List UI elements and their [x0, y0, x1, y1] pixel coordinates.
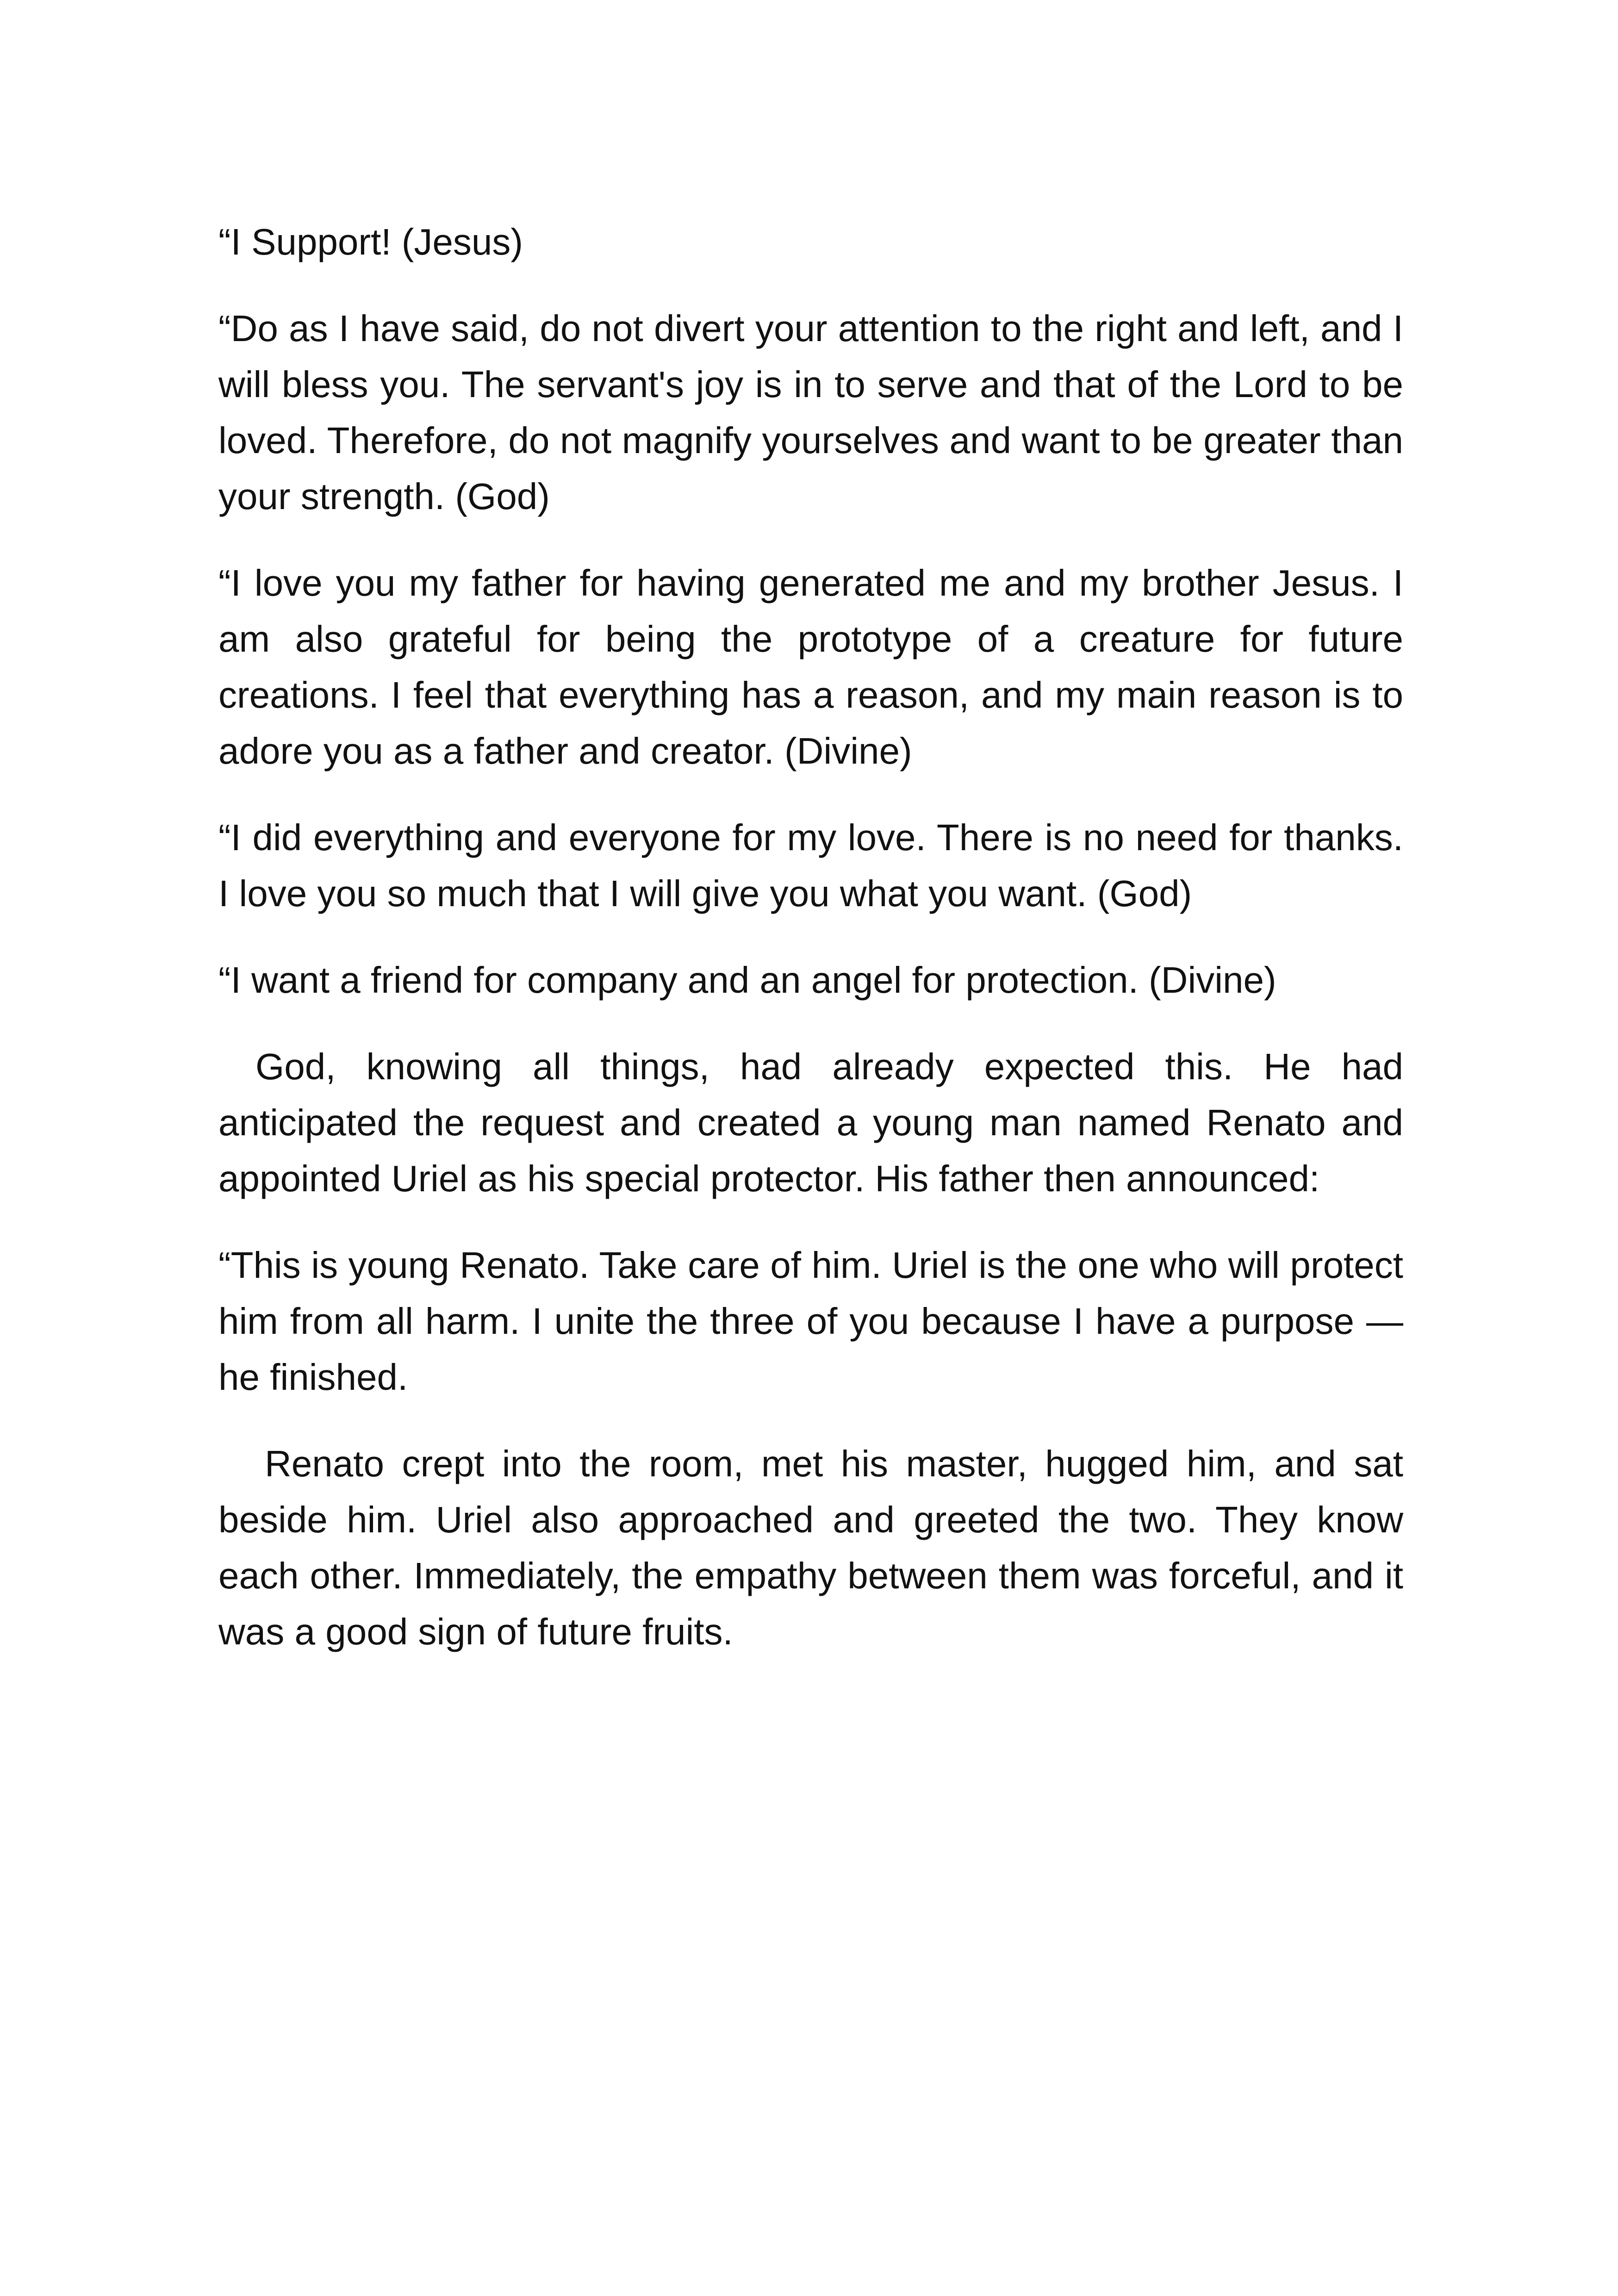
paragraph-divine-request: “I want a friend for company and an angel for protection. (Divine)	[218, 959, 1276, 1001]
paragraph-god-reply: “I did everything and everyone for my love. There is no need for thanks. I love you so much that I will give you what you want. (God)	[218, 817, 1403, 914]
paragraph-father-announcement: “This is young Renato. Take care of him. Uriel is the one who will protect him from all harm. I unite the three of you because I have a purpose — he finished.	[218, 1244, 1403, 1398]
paragraph-narration-renato: Renato crept into the room, met his master, hugged him, and sat beside him. Uriel also approached and greeted the two. They know each other. Immediately, the empathy between them was forceful, and it was a good sign of future fruits.	[218, 1443, 1403, 1652]
paragraph-god-instruction: “Do as I have said, do not divert your attention to the right and left, and I will bless you. The servant's joy is in to serve and that of the Lord to be loved. Therefore, do not magnify yourselves and want to be greater than your strength. (God)	[218, 308, 1403, 517]
paragraph-narration-god: God, knowing all things, had already expected this. He had anticipated the request and created a young man named Renato and appointed Uriel as his special protector. His father then announced:	[218, 1046, 1403, 1199]
document-body	[218, 214, 1403, 1690]
paragraph-jesus-support: “I Support! (Jesus)	[218, 221, 523, 262]
paragraph-divine-gratitude: “I love you my father for having generated me and my brother Jesus. I am also grateful for being the prototype of a creature for future creations. I feel that everything has a reason, and my main reason is to adore you as a father and creator. (Divine)	[218, 562, 1403, 772]
